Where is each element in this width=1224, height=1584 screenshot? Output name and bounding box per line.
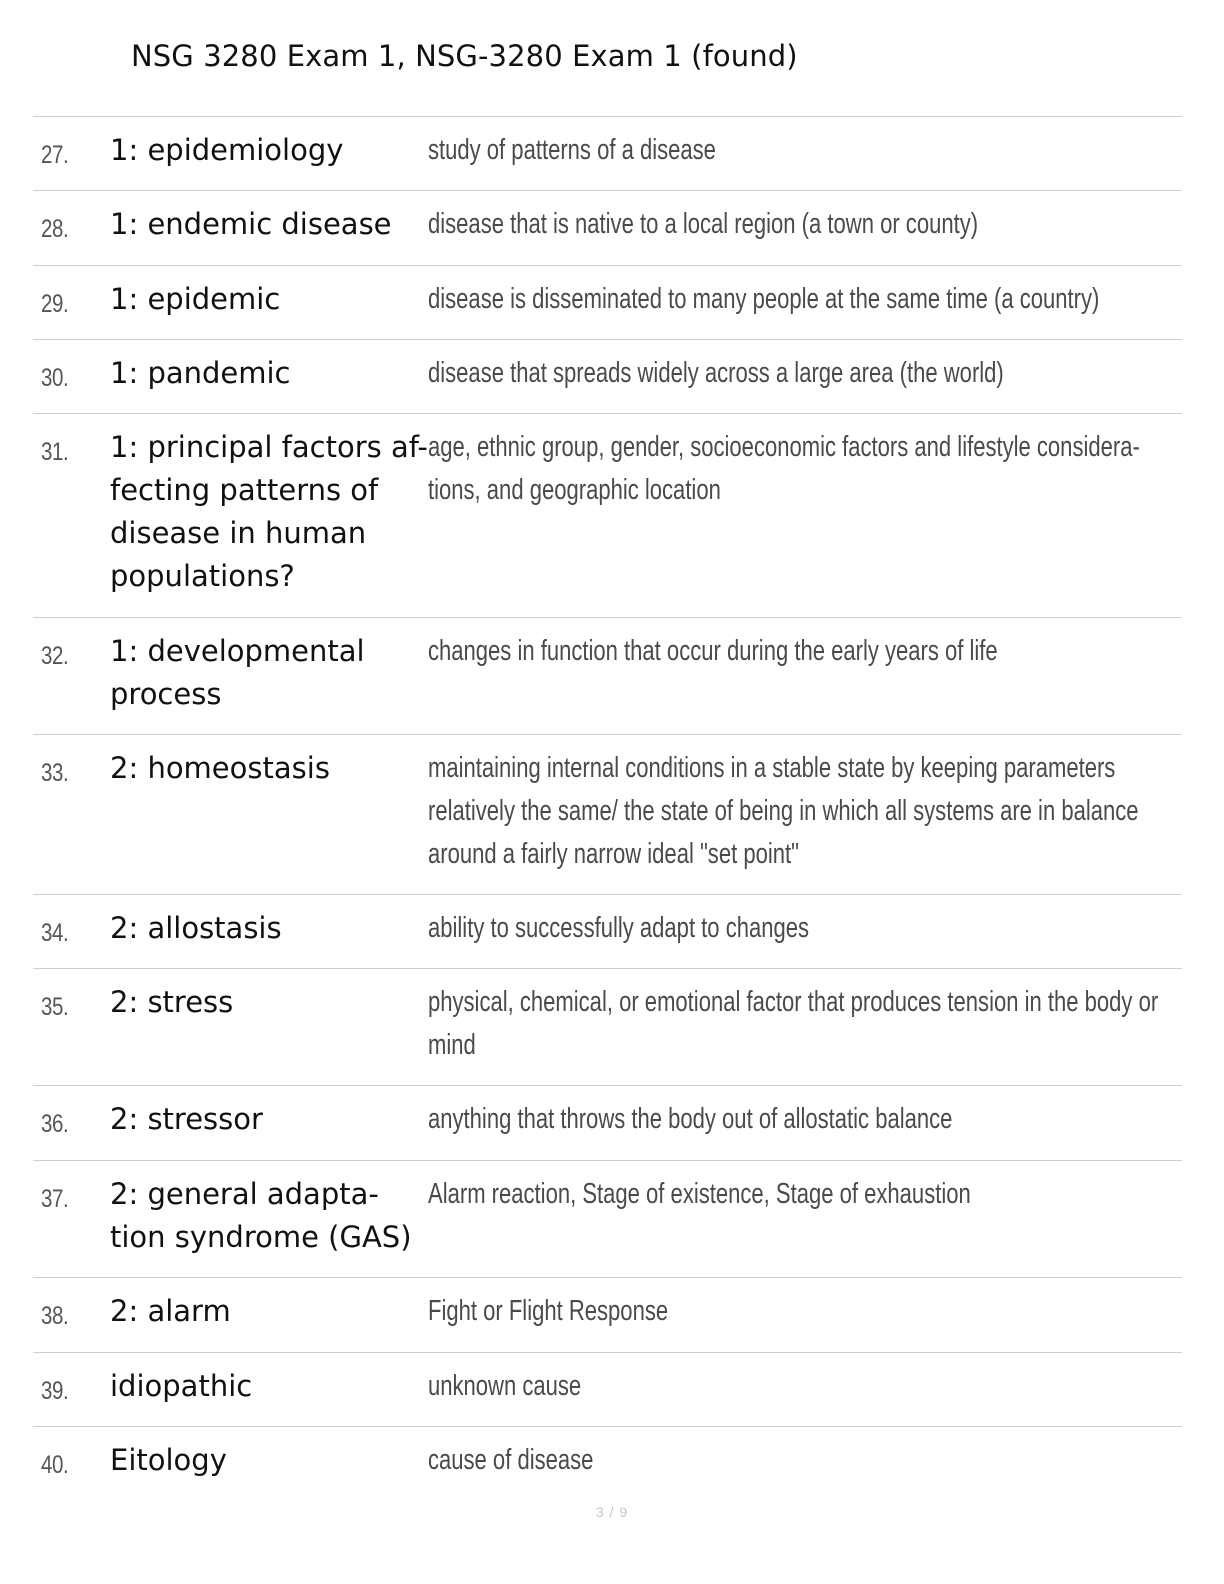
definition-label: unknown cause [428, 1370, 582, 1402]
term-number: 28. [41, 215, 69, 243]
terms-table [33, 116, 1182, 1501]
term-row [33, 266, 1182, 340]
term-number: 39. [41, 1377, 69, 1405]
term-number: 32. [41, 642, 69, 670]
definition-label: disease that is native to a local region (a town or county) [428, 208, 979, 240]
definition-text [428, 1290, 1203, 1333]
definition-text [428, 907, 1203, 950]
term-row [33, 895, 1182, 969]
term-text: 2: stressor [110, 1102, 263, 1136]
term-text: 1: pandemic [110, 356, 291, 390]
definition-text [428, 1439, 1203, 1482]
term-text: 1: epidemiology [110, 133, 344, 167]
term-row [33, 969, 1182, 1086]
term-number: 34. [41, 919, 69, 947]
term-row [33, 191, 1182, 266]
term-text: 1: epidemic [110, 282, 281, 316]
definition-text [428, 1173, 1203, 1216]
definition-label: anything that throws the body out of allostatic balance [428, 1103, 953, 1135]
term-number: 40. [41, 1451, 69, 1479]
definition-text [428, 426, 1203, 512]
term-text: 2: stress [110, 985, 234, 1019]
definition-label: changes in function that occur during the early years of life [428, 635, 998, 667]
definition-label: maintaining internal conditions in a stable state by keeping parameters relatively the same/ the state of being in which all systems are in balance around a fairly narrow ideal "set point" [428, 752, 1139, 870]
definition-text [428, 203, 1203, 246]
term-row [33, 414, 1182, 618]
term-text: 1: endemic disease [110, 207, 392, 241]
term-row [33, 1278, 1182, 1353]
definition-label: Fight or Flight Response [428, 1295, 669, 1327]
page-number: 3 / 9 [595, 1504, 629, 1520]
term-number: 38. [41, 1302, 69, 1330]
definition-text [428, 352, 1203, 395]
term-row [33, 117, 1182, 191]
definition-label: disease is disseminated to many people at the same time (a country) [428, 283, 1100, 315]
definition-text [428, 630, 1203, 673]
term-text: 2: general adapta- tion syndrome (GAS) [110, 1177, 412, 1254]
term-row [33, 340, 1182, 414]
term-row [33, 1353, 1182, 1427]
term-number: 30. [41, 364, 69, 392]
definition-text [428, 1098, 1203, 1141]
definition-label: age, ethnic group, gender, socioeconomic factors and lifestyle considera- tions, and geographic location [428, 431, 1140, 506]
term-text: 1: principal factors af- fecting patterns of disease in human populations? [110, 430, 428, 593]
term-number: 27. [41, 141, 69, 169]
term-text: idiopathic [110, 1369, 253, 1403]
definition-label: cause of disease [428, 1444, 594, 1476]
term-text: 1: developmental process [110, 634, 365, 711]
term-number: 33. [41, 759, 69, 787]
term-number: 31. [41, 438, 69, 466]
term-text: Eitology [110, 1443, 227, 1477]
term-number: 37. [41, 1185, 69, 1213]
definition-label: Alarm reaction, Stage of existence, Stage of exhaustion [428, 1178, 971, 1210]
definition-text [428, 278, 1203, 321]
definition-text [428, 1365, 1203, 1408]
page-title: NSG 3280 Exam 1, NSG-3280 Exam 1 (found) [131, 39, 798, 73]
term-row [33, 1086, 1182, 1161]
term-text: 2: homeostasis [110, 751, 330, 785]
definition-text [428, 747, 1203, 876]
definition-label: ability to successfully adapt to changes [428, 912, 810, 944]
term-text: 2: allostasis [110, 911, 282, 945]
definition-label: physical, chemical, or emotional factor that produces tension in the body or mind [428, 986, 1159, 1061]
term-row [33, 618, 1182, 735]
term-number: 35. [41, 993, 69, 1021]
definition-text [428, 981, 1203, 1067]
term-row [33, 735, 1182, 895]
term-text: 2: alarm [110, 1294, 231, 1328]
definition-label: study of patterns of a disease [428, 134, 716, 166]
definition-text [428, 129, 1203, 172]
definition-label: disease that spreads widely across a large area (the world) [428, 357, 1004, 389]
term-number: 29. [41, 290, 69, 318]
term-number: 36. [41, 1110, 69, 1138]
term-row [33, 1427, 1182, 1501]
term-row [33, 1161, 1182, 1278]
